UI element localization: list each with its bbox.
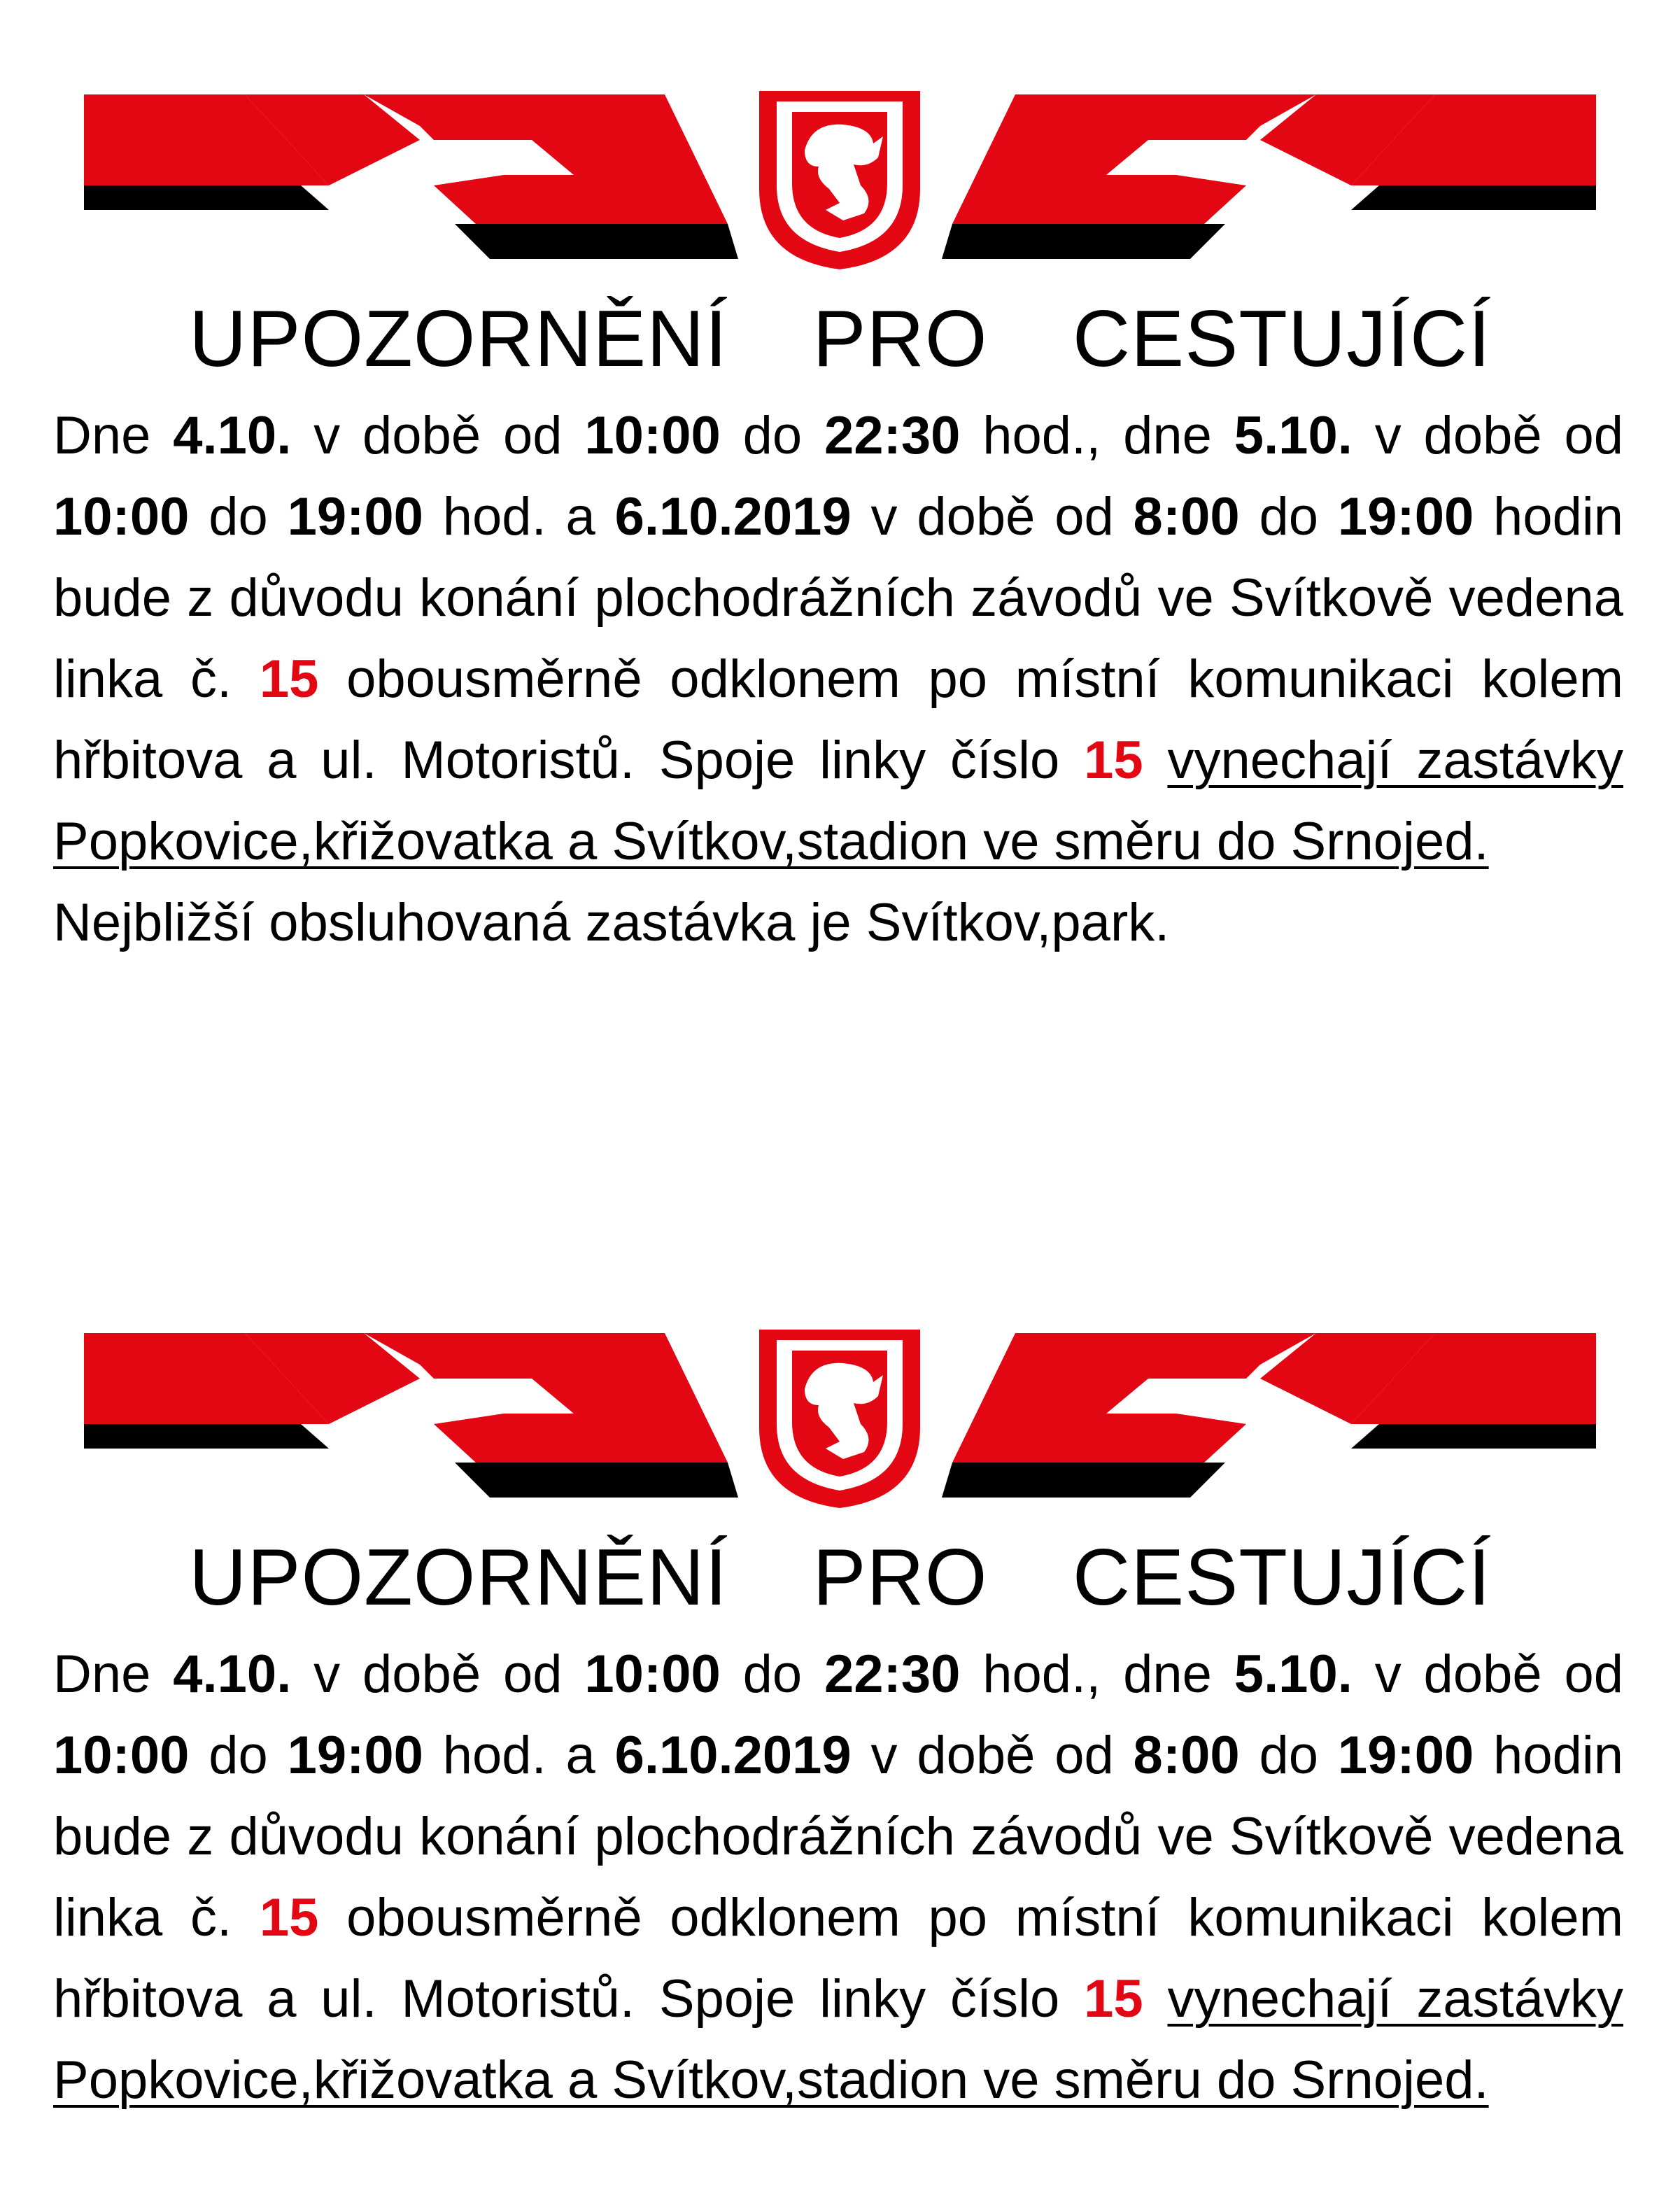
date: 6.10.2019 (614, 1726, 852, 1785)
text: hod. a (423, 487, 615, 547)
line-number: 15 (1084, 731, 1143, 790)
text: hod., dne (960, 406, 1234, 465)
text: v době od (851, 1726, 1134, 1785)
text (1143, 1969, 1168, 2029)
text: Dne (53, 1644, 174, 1704)
dpmp-horse-emblem-icon (0, 0, 1680, 280)
date: 4.10. (173, 1644, 292, 1704)
notice-body (53, 395, 1623, 964)
text: do (189, 1726, 288, 1785)
notice-title: UPOZORNĚNÍ PRO CESTUJÍCÍ (189, 1533, 1491, 1622)
skipped-stops: vynechají zastávky Popkovice,křižovatka a Svítkov,stadion ve směru do Srnojed. (53, 731, 1624, 871)
text: obousměrně odklonem po místní komunikaci kolem hřbitova a ul. Motoristů. Spoje linky číslo (53, 649, 1623, 790)
text: v době od (851, 487, 1134, 547)
line-number: 15 (1084, 1969, 1143, 2029)
line-number: 15 (259, 1888, 319, 1947)
time: 22:30 (824, 406, 961, 465)
text: hodin bude z důvodu konání plochodrážních závodů ve Svítkově vedena linka č. (53, 487, 1624, 709)
nearest-stop: Nejbližší obsluhovaná zastávka je Svítkov,park. (53, 893, 1170, 952)
dpmp-horse-emblem-icon (0, 1239, 1680, 1519)
time: 19:00 (287, 1726, 423, 1785)
text: hod. a (423, 1726, 615, 1785)
time: 10:00 (584, 406, 721, 465)
text: v době od (291, 1644, 585, 1704)
date: 5.10. (1234, 406, 1353, 465)
time: 19:00 (287, 487, 423, 547)
time: 10:00 (53, 487, 190, 547)
text: hod., dne (960, 1644, 1234, 1704)
text: v době od (291, 406, 585, 465)
text: v době od (1352, 406, 1624, 465)
text: v době od (1352, 1644, 1624, 1704)
notice-body (53, 1634, 1623, 2121)
text (1143, 731, 1168, 790)
time: 22:30 (824, 1644, 961, 1704)
time: 19:00 (1337, 487, 1474, 547)
time: 10:00 (584, 1644, 721, 1704)
text: Dne (53, 406, 174, 465)
text: do (720, 1644, 824, 1704)
text: do (720, 406, 824, 465)
text: hodin bude z důvodu konání plochodrážních závodů ve Svítkově vedena linka č. (53, 1726, 1624, 1947)
text: do (189, 487, 288, 547)
time: 19:00 (1337, 1726, 1474, 1785)
time: 10:00 (53, 1726, 190, 1785)
skipped-stops: vynechají zastávky Popkovice,křižovatka a Svítkov,stadion ve směru do Srnojed. (53, 1969, 1624, 2110)
date: 6.10.2019 (614, 487, 852, 547)
text: obousměrně odklonem po místní komunikaci kolem hřbitova a ul. Motoristů. Spoje linky číslo (53, 1888, 1623, 2029)
line-number: 15 (259, 649, 319, 709)
time: 8:00 (1133, 487, 1240, 547)
date: 4.10. (173, 406, 292, 465)
text: do (1239, 1726, 1338, 1785)
date: 5.10. (1234, 1644, 1353, 1704)
time: 8:00 (1133, 1726, 1240, 1785)
text: do (1239, 487, 1338, 547)
notice-title: UPOZORNĚNÍ PRO CESTUJÍCÍ (189, 295, 1491, 383)
